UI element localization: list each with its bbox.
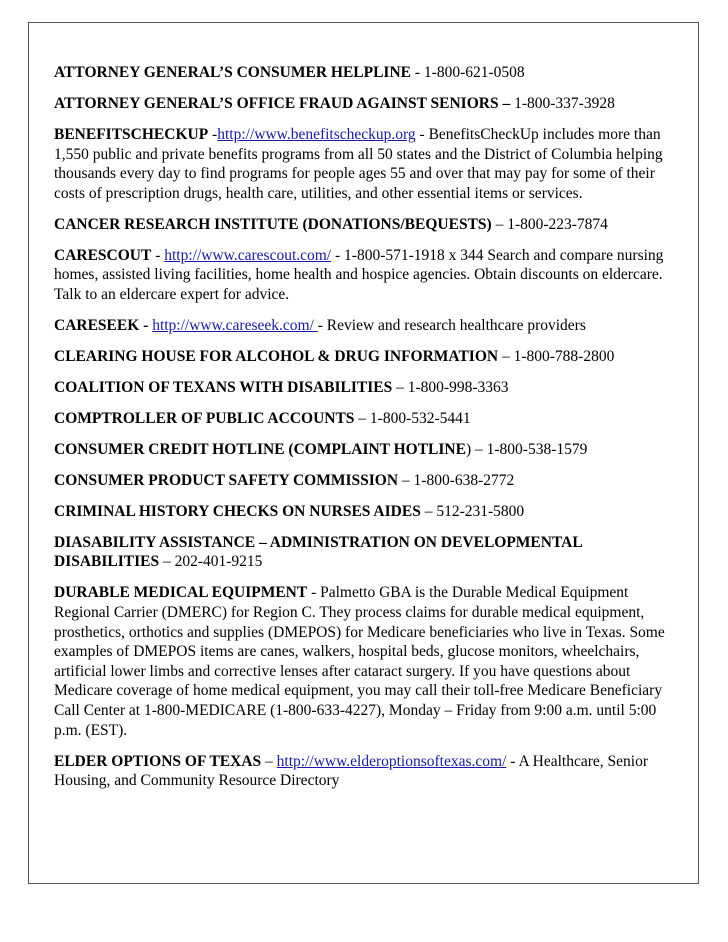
entry-separator: - xyxy=(411,64,424,81)
careseek-link[interactable]: http://www.careseek.com/ xyxy=(152,316,318,334)
entry-text: - BenefitsCheckUp includes more than 1,550 public and private benefits programs from all 50 states and the District of Columbia helping thousands every day to find programs for people ages 55 and over that may pay for some of their costs of prescription drugs, health care, utilities, and other essential items or services. xyxy=(54,125,663,202)
entry-careseek xyxy=(54,316,672,336)
entry-separator: – xyxy=(398,471,414,489)
entry-title: CARESCOUT xyxy=(54,246,152,264)
entry-coalition-texans-disabilities xyxy=(54,378,672,398)
entry-ag-consumer-helpline xyxy=(54,63,672,83)
elderoptions-link[interactable]: http://www.elderoptionsoftexas.com/ xyxy=(276,752,507,770)
entry-separator: – xyxy=(498,347,514,365)
entry-text: 1-800-337-3928 xyxy=(514,94,615,112)
entry-title: ATTORNEY GENERAL’S OFFICE FRAUD AGAINST SENIORS – xyxy=(54,94,511,112)
entry-text: 1-800-532-5441 xyxy=(369,409,471,427)
entry-text: 512-231-5800 xyxy=(436,502,525,520)
entry-cancer-research-institute xyxy=(54,215,672,235)
entry-title: BENEFITSCHECKUP xyxy=(54,125,209,143)
entry-text: 202-401-9215 xyxy=(174,553,263,571)
entry-title: ATTORNEY GENERAL’S CONSUMER HELPLINE xyxy=(54,64,411,81)
entry-separator: – xyxy=(392,378,408,396)
document-page xyxy=(28,22,699,884)
entry-separator: ) – xyxy=(465,440,487,458)
entry-separator: – xyxy=(354,409,370,427)
entry-criminal-history-checks xyxy=(54,502,672,522)
entry-text: Palmetto GBA is the Durable Medical Equipment Regional Carrier (DMERC) for Region C. They process claims for durable medical equipment, prosthetics, orthotics and supplies (DMEPOS) for Medicare beneficiaries who live in Texas. Some examples of DMEPOS items are canes, walkers, hospital beds, glucose monitors, wheelchairs, artificial lower limbs and corrective lenses after cataract surgery. If you have questions about Medicare coverage of home medical equipment, you may call their toll-free Medicare Beneficiary Call Center at 1-800-MEDICARE (1-800-633-4227), Monday – Friday from 9:00 a.m. until 5:00 p.m. (EST). xyxy=(54,584,665,739)
entry-text: - 1-800-571-1918 x 344 Search and compare nursing homes, assisted living facilities, home health and hospice agencies. Obtain discounts on eldercare. Talk to an eldercare expert for advice. xyxy=(54,246,664,303)
entry-title: COMPTROLLER OF PUBLIC ACCOUNTS xyxy=(54,409,355,427)
entry-title: CANCER RESEARCH INSTITUTE (DONATIONS/BEQUESTS) xyxy=(54,215,492,233)
entry-comptroller-public-accounts xyxy=(54,409,672,429)
entry-disability-assistance xyxy=(54,533,672,572)
entry-title: ELDER OPTIONS OF TEXAS xyxy=(54,752,262,770)
entry-separator: - xyxy=(307,584,321,602)
entry-clearing-house-alcohol-drug xyxy=(54,347,672,367)
entry-consumer-credit-hotline xyxy=(54,440,672,460)
entry-text: - A Healthcare, Senior Housing, and Community Resource Directory xyxy=(54,752,648,790)
entry-carescout xyxy=(54,246,672,305)
entry-separator: – xyxy=(491,215,508,233)
entry-title: CONSUMER CREDIT HOTLINE (COMPLAINT HOTLINE xyxy=(54,440,466,458)
entry-title: CLEARING HOUSE FOR ALCOHOL & DRUG INFORMATION xyxy=(54,347,499,365)
entry-consumer-product-safety xyxy=(54,471,672,491)
entry-title: CONSUMER PRODUCT SAFETY COMMISSION xyxy=(54,471,399,489)
entry-separator: – xyxy=(159,553,175,571)
entry-text: 1-800-538-1579 xyxy=(486,440,588,458)
entry-text: - Review and research healthcare providers xyxy=(317,316,586,334)
resource-list xyxy=(54,63,672,802)
entry-title: CRIMINAL HISTORY CHECKS ON NURSES AIDES xyxy=(54,502,421,520)
entry-separator: – xyxy=(420,502,437,520)
entry-text: 1-800-998-3363 xyxy=(407,378,509,396)
entry-elder-options-texas xyxy=(54,752,672,791)
benefitscheckup-link[interactable]: http://www.benefitscheckup.org xyxy=(217,125,416,143)
entry-title: CARESEEK - xyxy=(54,316,149,334)
entry-ag-fraud-against-seniors xyxy=(54,94,672,114)
entry-text: 1-800-621-0508 xyxy=(423,64,525,81)
entry-durable-medical-equipment xyxy=(54,583,672,740)
entry-title: DIASABILITY ASSISTANCE – ADMINISTRATION ON DEVELOPMENTAL DISABILITIES xyxy=(54,533,582,571)
entry-text: 1-800-638-2772 xyxy=(413,471,515,489)
carescout-link[interactable]: http://www.carescout.com/ xyxy=(164,246,332,264)
entry-separator: - xyxy=(208,125,218,143)
entry-separator: - xyxy=(151,246,165,264)
entry-text: 1-800-788-2800 xyxy=(513,347,615,365)
entry-separator: – xyxy=(261,752,277,770)
entry-title: DURABLE MEDICAL EQUIPMENT xyxy=(54,584,308,602)
entry-text: 1-800-223-7874 xyxy=(507,215,608,233)
entry-title: COALITION OF TEXANS WITH DISABILITIES xyxy=(54,378,393,396)
entry-benefitscheckup xyxy=(54,125,672,203)
